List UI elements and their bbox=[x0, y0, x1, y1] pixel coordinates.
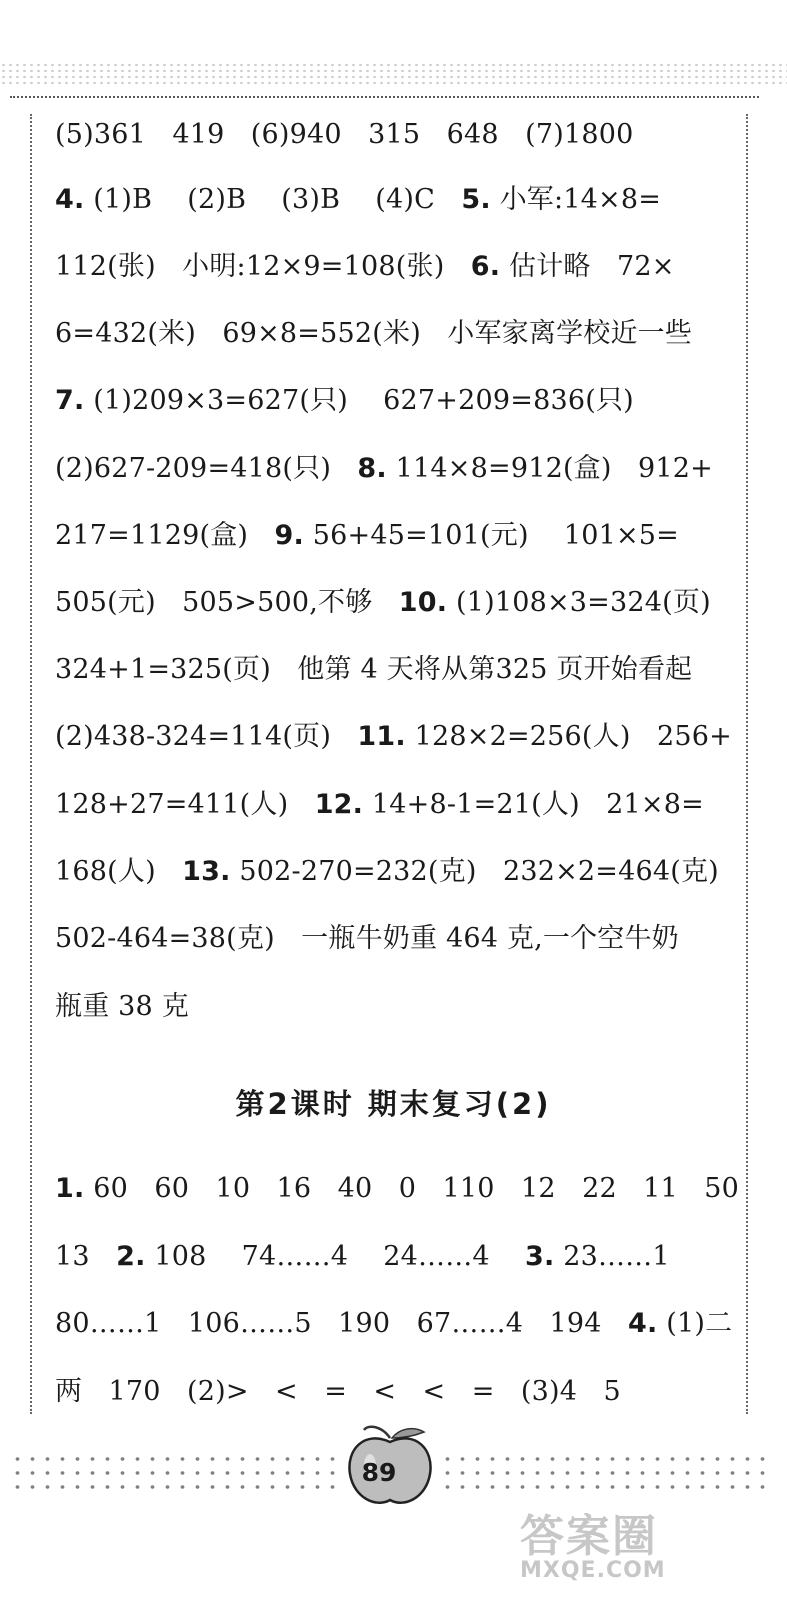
question-number: 8. bbox=[357, 453, 387, 484]
answer-text: (2)438-324=114(页) bbox=[55, 721, 358, 752]
review-line bbox=[55, 1375, 621, 1409]
question-number: 12. bbox=[314, 789, 364, 820]
answers-line bbox=[55, 250, 675, 284]
answer-text: 502-464=38(克) 一瓶牛奶重 464 克,一个空牛奶 bbox=[55, 923, 679, 954]
question-number: 10. bbox=[398, 587, 448, 618]
question-number: 4. bbox=[55, 184, 85, 215]
answers-line bbox=[55, 855, 719, 889]
question-number: 7. bbox=[55, 385, 85, 416]
left-dotted-border bbox=[30, 114, 32, 1414]
section-title: 第2课时 期末复习(2) bbox=[235, 1087, 552, 1121]
answer-text: 128+27=411(人) bbox=[55, 789, 315, 820]
answer-text: 23……1 bbox=[554, 1241, 670, 1272]
answer-text: (2)627-209=418(只) bbox=[55, 453, 358, 484]
question-number: 3. bbox=[524, 1241, 555, 1272]
answer-text: 108 74……4 24……4 bbox=[145, 1241, 525, 1272]
answer-text: 114×8=912(盒) 912+ bbox=[386, 453, 713, 484]
question-number: 13. bbox=[182, 856, 231, 887]
watermark-text: 答案圈 bbox=[520, 1511, 658, 1562]
answer-text: (1)209×3=627(只) 627+209=836(只) bbox=[84, 385, 634, 416]
answer-text: 6=432(米) 69×8=552(米) 小军家离学校近一些 bbox=[55, 318, 693, 349]
answers-line bbox=[55, 519, 679, 553]
top-decorative-band bbox=[0, 62, 787, 88]
answers-line bbox=[55, 990, 189, 1024]
answer-text: 瓶重 38 克 bbox=[55, 991, 189, 1022]
answers-line bbox=[55, 118, 633, 152]
answer-text: (1)B (2)B (3)B (4)C bbox=[84, 184, 462, 215]
review-line bbox=[55, 1172, 739, 1206]
review-line bbox=[55, 1307, 732, 1341]
question-number: 1. bbox=[55, 1173, 85, 1204]
answers-line bbox=[55, 317, 692, 351]
answers-line bbox=[55, 922, 679, 956]
question-number: 6. bbox=[470, 251, 501, 282]
right-dotted-border bbox=[746, 114, 748, 1414]
answer-text: 324+1=325(页) 他第 4 天将从第325 页开始看起 bbox=[55, 654, 693, 685]
answer-text: 112(张) 小明:12×9=108(张) bbox=[55, 251, 471, 282]
answers-line bbox=[55, 788, 704, 822]
answer-text: 56+45=101(元) 101×5= bbox=[303, 520, 679, 551]
bottom-dots-right bbox=[440, 1452, 770, 1492]
answer-text: 505(元) 505>500,不够 bbox=[55, 587, 399, 618]
page-number: 89 bbox=[361, 1458, 397, 1487]
answer-text: 168(人) bbox=[55, 856, 183, 887]
question-number: 9. bbox=[274, 520, 304, 551]
answer-text: 小军:14×8= bbox=[490, 184, 662, 215]
question-number: 11. bbox=[357, 721, 406, 752]
answer-text: (1)108×3=324(页) bbox=[447, 587, 711, 618]
question-number: 2. bbox=[116, 1241, 146, 1272]
watermark-url: MXQE.COM bbox=[520, 1558, 666, 1583]
answers-line bbox=[55, 586, 711, 620]
answer-text: 13 bbox=[55, 1241, 117, 1272]
answer-text: 502-270=232(克) 232×2=464(克) bbox=[230, 856, 719, 887]
question-number: 4. bbox=[628, 1308, 658, 1339]
question-number: 5. bbox=[461, 184, 491, 215]
answer-text: 128×2=256(人) 256+ bbox=[405, 721, 732, 752]
watermark bbox=[520, 1500, 780, 1590]
review-line bbox=[55, 1240, 670, 1274]
answer-text: 估计略 72× bbox=[500, 251, 675, 282]
answer-text: (1)二 bbox=[657, 1308, 733, 1339]
answers-line bbox=[55, 653, 692, 687]
answer-text: 14+8-1=21(人) 21×8= bbox=[363, 789, 704, 820]
answer-text: 217=1129(盒) bbox=[55, 520, 275, 551]
top-dotted-rule bbox=[10, 96, 759, 98]
answers-line bbox=[55, 452, 713, 486]
bottom-dots-left bbox=[10, 1452, 340, 1492]
answers-line bbox=[55, 720, 732, 754]
answer-text: (5)361 419 (6)940 315 648 (7)1800 bbox=[55, 119, 634, 150]
answer-text: 两 170 (2)> < = < < = (3)4 5 bbox=[55, 1376, 621, 1407]
answers-line bbox=[55, 183, 661, 217]
answers-line bbox=[55, 384, 634, 418]
answer-text: 80……1 106……5 190 67……4 194 bbox=[55, 1308, 628, 1339]
answer-text: 60 60 10 16 40 0 110 12 22 11 50 bbox=[84, 1173, 740, 1204]
